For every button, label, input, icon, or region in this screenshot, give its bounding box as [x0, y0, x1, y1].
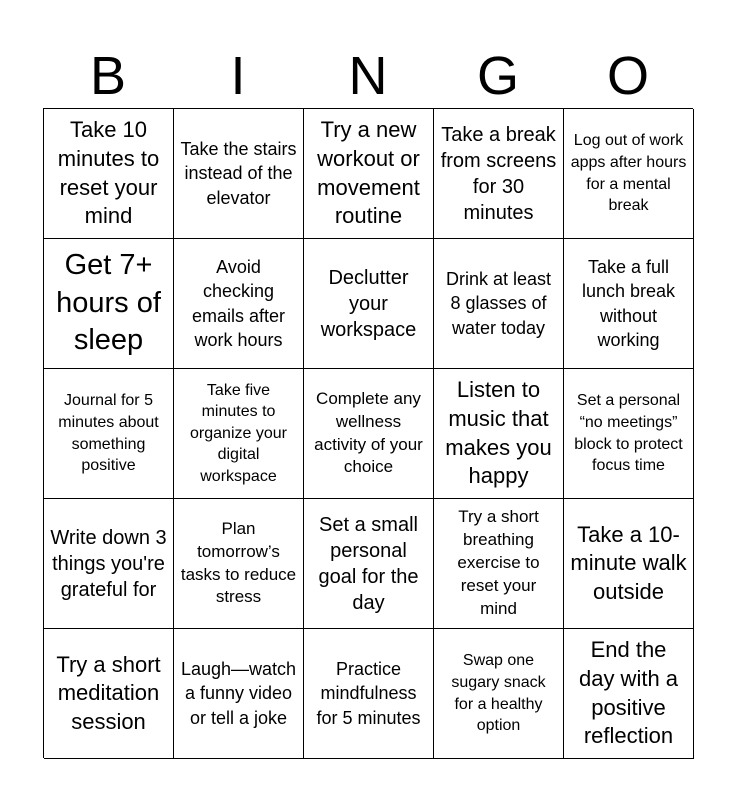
- bingo-cell[interactable]: Avoid checking emails after work hours: [174, 239, 304, 369]
- header-letter-g: G: [476, 46, 519, 106]
- bingo-cell[interactable]: Take a 10-minute walk outside: [564, 499, 694, 629]
- bingo-cell[interactable]: Complete any wellness activity of your choice: [304, 369, 434, 499]
- bingo-cell[interactable]: Drink at least 8 glasses of water today: [434, 239, 564, 369]
- header-letter-n: N: [348, 46, 388, 106]
- header-letter-i: I: [230, 46, 246, 106]
- bingo-cell[interactable]: Take 10 minutes to reset your mind: [44, 109, 174, 239]
- bingo-cell[interactable]: Declutter your workspace: [304, 239, 434, 369]
- bingo-header: [43, 44, 693, 108]
- bingo-cell[interactable]: Set a small personal goal for the day: [304, 499, 434, 629]
- bingo-cell[interactable]: Set a personal “no meetings” block to protect focus time: [564, 369, 694, 499]
- bingo-cell[interactable]: Take the stairs instead of the elevator: [174, 109, 304, 239]
- bingo-cell[interactable]: End the day with a positive reflection: [564, 629, 694, 759]
- bingo-cell[interactable]: Get 7+ hours of sleep: [44, 239, 174, 369]
- bingo-cell[interactable]: Laugh—watch a funny video or tell a joke: [174, 629, 304, 759]
- bingo-cell[interactable]: Take a break from screens for 30 minutes: [434, 109, 564, 239]
- bingo-board: [43, 108, 693, 758]
- bingo-cell[interactable]: Take a full lunch break without working: [564, 239, 694, 369]
- header-letter-b: B: [89, 46, 127, 106]
- header-letter-o: O: [606, 46, 649, 106]
- bingo-cell[interactable]: Log out of work apps after hours for a mental break: [564, 109, 694, 239]
- bingo-cell[interactable]: Take five minutes to organize your digital workspace: [174, 369, 304, 499]
- bingo-cell[interactable]: Write down 3 things you're grateful for: [44, 499, 174, 629]
- bingo-cell[interactable]: Journal for 5 minutes about something positive: [44, 369, 174, 499]
- bingo-cell[interactable]: Try a new workout or movement routine: [304, 109, 434, 239]
- bingo-cell[interactable]: Try a short breathing exercise to reset your mind: [434, 499, 564, 629]
- bingo-cell[interactable]: Listen to music that makes you happy: [434, 369, 564, 499]
- bingo-cell[interactable]: Try a short meditation session: [44, 629, 174, 759]
- bingo-cell[interactable]: Practice mindfulness for 5 minutes: [304, 629, 434, 759]
- bingo-cell[interactable]: Plan tomorrow’s tasks to reduce stress: [174, 499, 304, 629]
- bingo-cell[interactable]: Swap one sugary snack for a healthy option: [434, 629, 564, 759]
